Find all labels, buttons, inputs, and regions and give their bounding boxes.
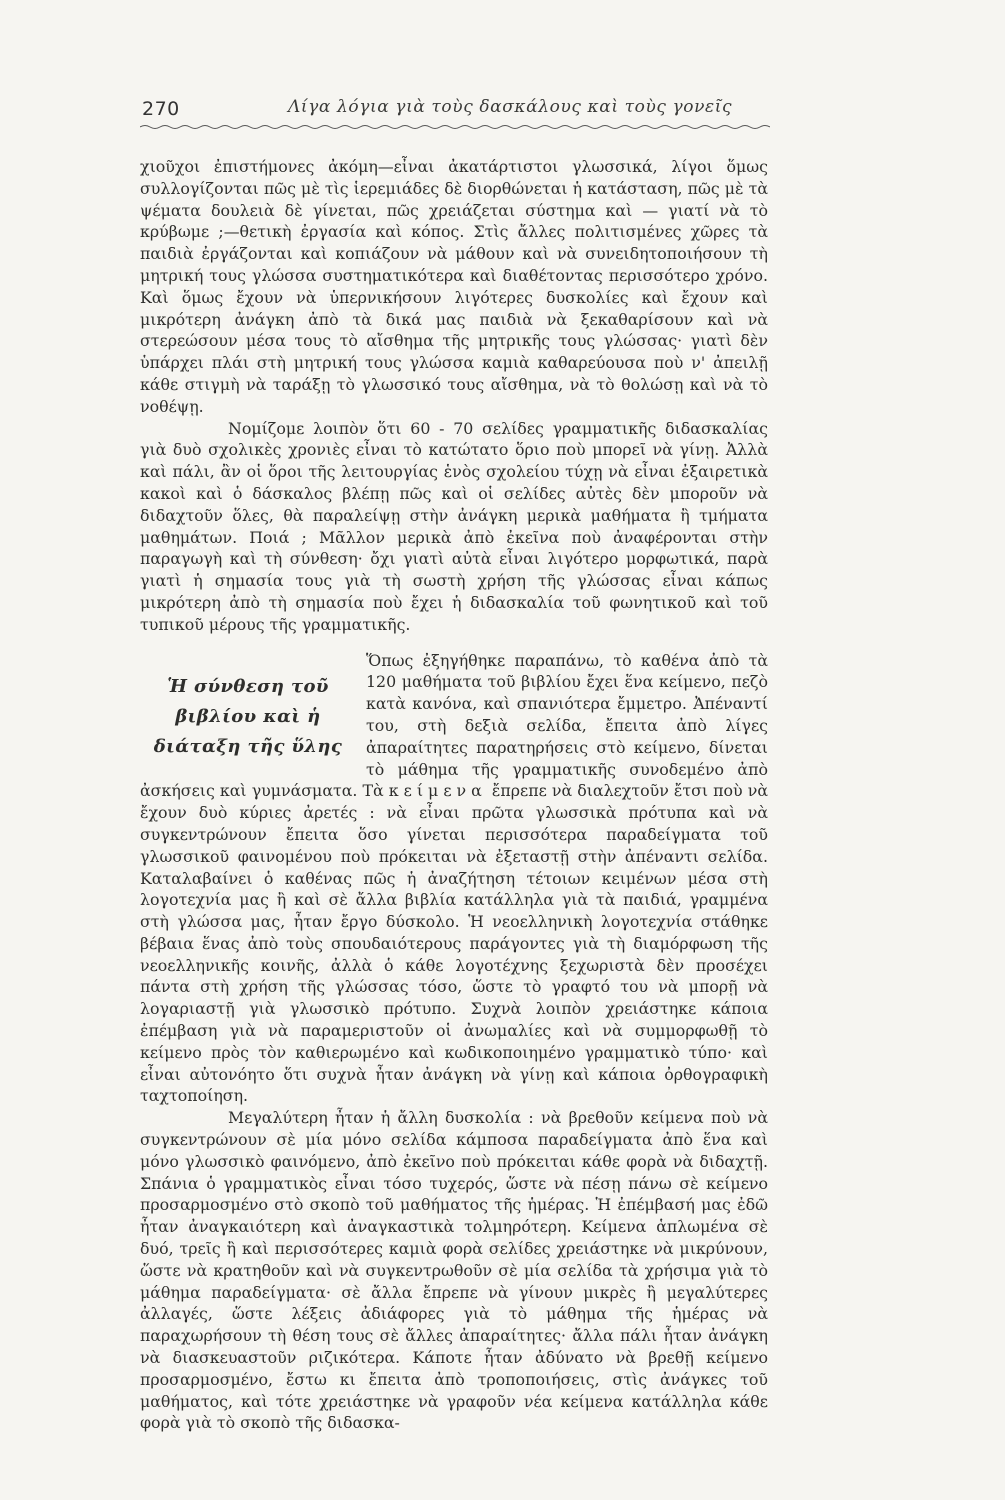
header-wavy-rule [140, 124, 770, 130]
page-number: 270 [142, 98, 180, 120]
side-heading [140, 672, 356, 762]
side-heading-line-2: βιβλίου καὶ ἡ [175, 705, 321, 727]
section-composition [140, 650, 768, 1108]
section-gap [140, 636, 768, 650]
paragraph-4: Μεγαλύτερη ἦταν ἡ ἄλλη δυσκολία : νὰ βρεθοῦν κείμενα ποὺ νὰ συγκεντρώνουν σὲ μία μόνο σελίδα κάμποσα παραδείγματα ἀπὸ ἕνα καὶ μόνο γλωσσικὸ φαινόμενο, ἀπὸ ἐκεῖνο ποὺ πρόκειται κάθε φορὰ νὰ διδαχτῇ. Σπάνια ὁ γραμματικὸς εἶναι τόσο τυχερός, ὥστε νὰ πέσῃ πάνω σὲ κείμενο προσαρμοσμένο στὸ σκοπὸ τοῦ μαθήματος τῆς ἡμέρας. Ἡ ἐπέμβασή μας ἐδῶ ἦταν ἀναγκαιότερη καὶ ἀναγκαστικὰ τολμηρότερη. Κείμενα ἁπλωμένα σὲ δυό, τρεῖς ἢ καὶ περισσότερες καμιὰ φορὰ σελίδες χρειάστηκε νὰ μικρύνουν, ὥστε νὰ κρατηθοῦν καὶ νὰ συγκεντρωθοῦν σὲ μία σελίδα τὰ χρήσιμα γιὰ τὸ μάθημα παραδείγματα· σὲ ἄλλα ἔπρεπε νὰ γίνουν μικρὲς ἢ μεγαλύτερες ἀλλαγές, ὥστε λέξεις ἀδιάφορες γιὰ τὸ μάθημα τῆς ἡμέρας νὰ παραχωρήσουν τὴ θέση τους σὲ ἄλλες ἀπαραίτητες· ἄλλα πάλι ἦταν ἀνάγκη νὰ διασκευαστοῦν ριζικότερα. Κάποτε ἦταν ἀδύνατο νὰ βρεθῇ κείμενο προσαρμοσμένο, ἔστω κι ἔπειτα ἀπὸ τροποποιήσεις, στὶς ἀνάγκες τοῦ μαθήματος, καὶ τότε χρειάστηκε νὰ γραφοῦν νέα κείμενα κατάλληλα κάθε φορὰ γιὰ τὸ σκοπὸ τῆς διδασκα- [140, 1108, 768, 1433]
paragraph-3-part-2: ἔπρεπε νὰ διαλεχτοῦν ἔτσι ποὺ νὰ ἔχουν δυὸ κύριες ἀρετές : νὰ εἶναι πρῶτα γλωσσικὰ πρότυπα καὶ νὰ συγκεντρώνουν ἔπειτα ὅσο γίνεται περισσότερα παραδείγματα τοῦ γλωσσικοῦ φαινομένου ποὺ πρόκειται νὰ ἐξεταστῇ στὴν ἀπέναντι σελίδα. Καταλαβαίνει ὁ καθένας πῶς ἡ ἀναζήτηση τέτοιων κειμένων μέσα στὴ λογοτεχνία μας ἢ καὶ σὲ ἄλλα βιβλία κατάλληλα γιὰ τὰ παιδιά, γραμμένα στὴ γλώσσα μας, ἦταν ἔργο δύσκολο. Ἡ νεοελληνικὴ λογοτεχνία στάθηκε βέβαια ἕνας ἀπὸ τοὺς σπουδαιότερους παράγοντες γιὰ τὴ διαμόρφωση τῆς νεοελληνικῆς κοινῆς, ἀλλὰ ὁ κάθε λογοτέχνης ξεχωριστὰ δὲν προσέχει πάντα στὴ χρήση τῆς γλώσσας τόσο, ὥστε τὸ γραφτό του νὰ μπορῇ νὰ λογαριαστῇ γιὰ γλωσσικὸ πρότυπο. Συχνὰ λοιπὸν χρειάστηκε κάποια ἐπέμβαση γιὰ νὰ παραμεριστοῦν οἱ ἀνωμαλίες καὶ νὰ συμμορφωθῇ τὸ κείμενο πρὸς τὸν καθιερωμένο καὶ κωδικοποιημένο γραμματικὸ τύπο· καὶ εἶναι αὐτονόητο ὅτι συχνὰ ἦταν ἀνάγκη νὰ γίνῃ καὶ κάποια ὀρθογραφικὴ ταχτοποίηση. [140, 781, 768, 1106]
paragraph-3-spaced-word: κείμενα [388, 781, 487, 801]
side-heading-line-3: διάταξη τῆς ὕλης [153, 735, 343, 757]
paragraph-3-part-1: Ὅπως ἐξηγήθηκε παραπάνω, τὸ καθένα ἀπὸ τὰ 120 μαθήματα τοῦ βιβλίου ἔχει ἕνα κείμενο, πεζὸ κατὰ κανόνα, καὶ σπανιότερα ἔμμετρο. Ἀπέναντί του, στὴ δεξιὰ σελίδα, ἔπειτα ἀπὸ λίγες ἀπαραίτητες παρατηρήσεις στὸ κείμενο, δίνεται τὸ μάθημα τῆς γραμματικῆς συνοδεμένο ἀπὸ ἀσκήσεις καὶ γυμνάσματα. Τὰ [140, 650, 768, 801]
page-body [140, 156, 768, 1434]
running-title: Λίγα λόγια γιὰ τοὺς δασκάλους καὶ τοὺς γονεῖς [288, 97, 733, 117]
paragraph-2: Νομίζομε λοιπὸν ὅτι 60 - 70 σελίδες γραμματικῆς διδασκαλίας γιὰ δυὸ σχολικὲς χρονιὲς εἶναι τὸ κατώτατο ὅριο ποὺ μπορεῖ νὰ γίνῃ. Ἀλλὰ καὶ πάλι, ἂν οἱ ὅροι τῆς λειτουργίας ἑνὸς σχολείου τύχῃ νὰ εἶναι ἐξαιρετικὰ κακοὶ καὶ ὁ δάσκαλος βλέπῃ πῶς καὶ οἱ σελίδες αὐτὲς δὲν μποροῦν νὰ διδαχτοῦν ὅλες, θὰ παραλείψῃ στὴν ἀνάγκη μερικὰ μαθήματα ἢ τμήματα μαθημάτων. Ποιά ; Μᾶλλον μερικὰ ἀπὸ ἐκεῖνα ποὺ ἀναφέρονται στὴν παραγωγὴ καὶ τὴ σύνθεση· ὄχι γιατὶ αὐτὰ εἶναι λιγότερο μορφωτικά, παρὰ γιατὶ ἡ σημασία τους γιὰ τὴ σωστὴ χρήση τῆς γλώσσας εἶναι κάπως μικρότερη ἀπὸ τὴ σημασία ποὺ ἔχει ἡ διδασκαλία τοῦ φωνητικοῦ καὶ τοῦ τυπικοῦ μέρους τῆς γραμματικῆς. [140, 418, 768, 634]
paragraph-1: χιοῦχοι ἐπιστήμονες ἀκόμη—εἶναι ἀκατάρτιστοι γλωσσικά, λίγοι ὅμως συλλογίζονται πῶς μὲ τὶς ἱερεμιάδες δὲ διορθώνεται ἡ κατάσταση, πῶς μὲ τὰ ψέματα δουλειὰ δὲ γίνεται, πῶς χρειάζεται σύστημα καὶ — γιατί νὰ τὸ κρύβωμε ;—θετικὴ ἐργασία καὶ κόπος. Στὶς ἄλλες πολιτισμένες χῶρες τὰ παιδιὰ ἐργάζονται καὶ κοπιάζουν νὰ μάθουν καὶ νὰ συνειδητοποιήσουν τὴ μητρική τους γλώσσα συστηματικότερα καὶ διαθέτοντας περισσότερο χρόνο. Καὶ ὅμως ἔχουν νὰ ὑπερνικήσουν λιγότερες δυσκολίες καὶ ἔχουν καὶ μικρότερη ἀνάγκη ἀπὸ τὰ δικά μας παιδιὰ νὰ ξεκαθαρίσουν καὶ νὰ στερεώσουν μέσα τους τὸ αἴσθημα τῆς μητρικῆς τους γλώσσας· γιατὶ δὲν ὑπάρχει πλάι στὴ μητρική τους γλώσσα καμιὰ καθαρεύουσα ποὺ ν' ἀπειλῇ κάθε στιγμὴ νὰ ταράξῃ τὸ γλωσσικό τους αἴσθημα, νὰ τὸ θολώσῃ καὶ νὰ τὸ νοθέψῃ. [140, 157, 768, 416]
side-heading-line-1: Ἡ σύνθεση τοῦ [167, 675, 329, 697]
page-header [140, 96, 768, 130]
